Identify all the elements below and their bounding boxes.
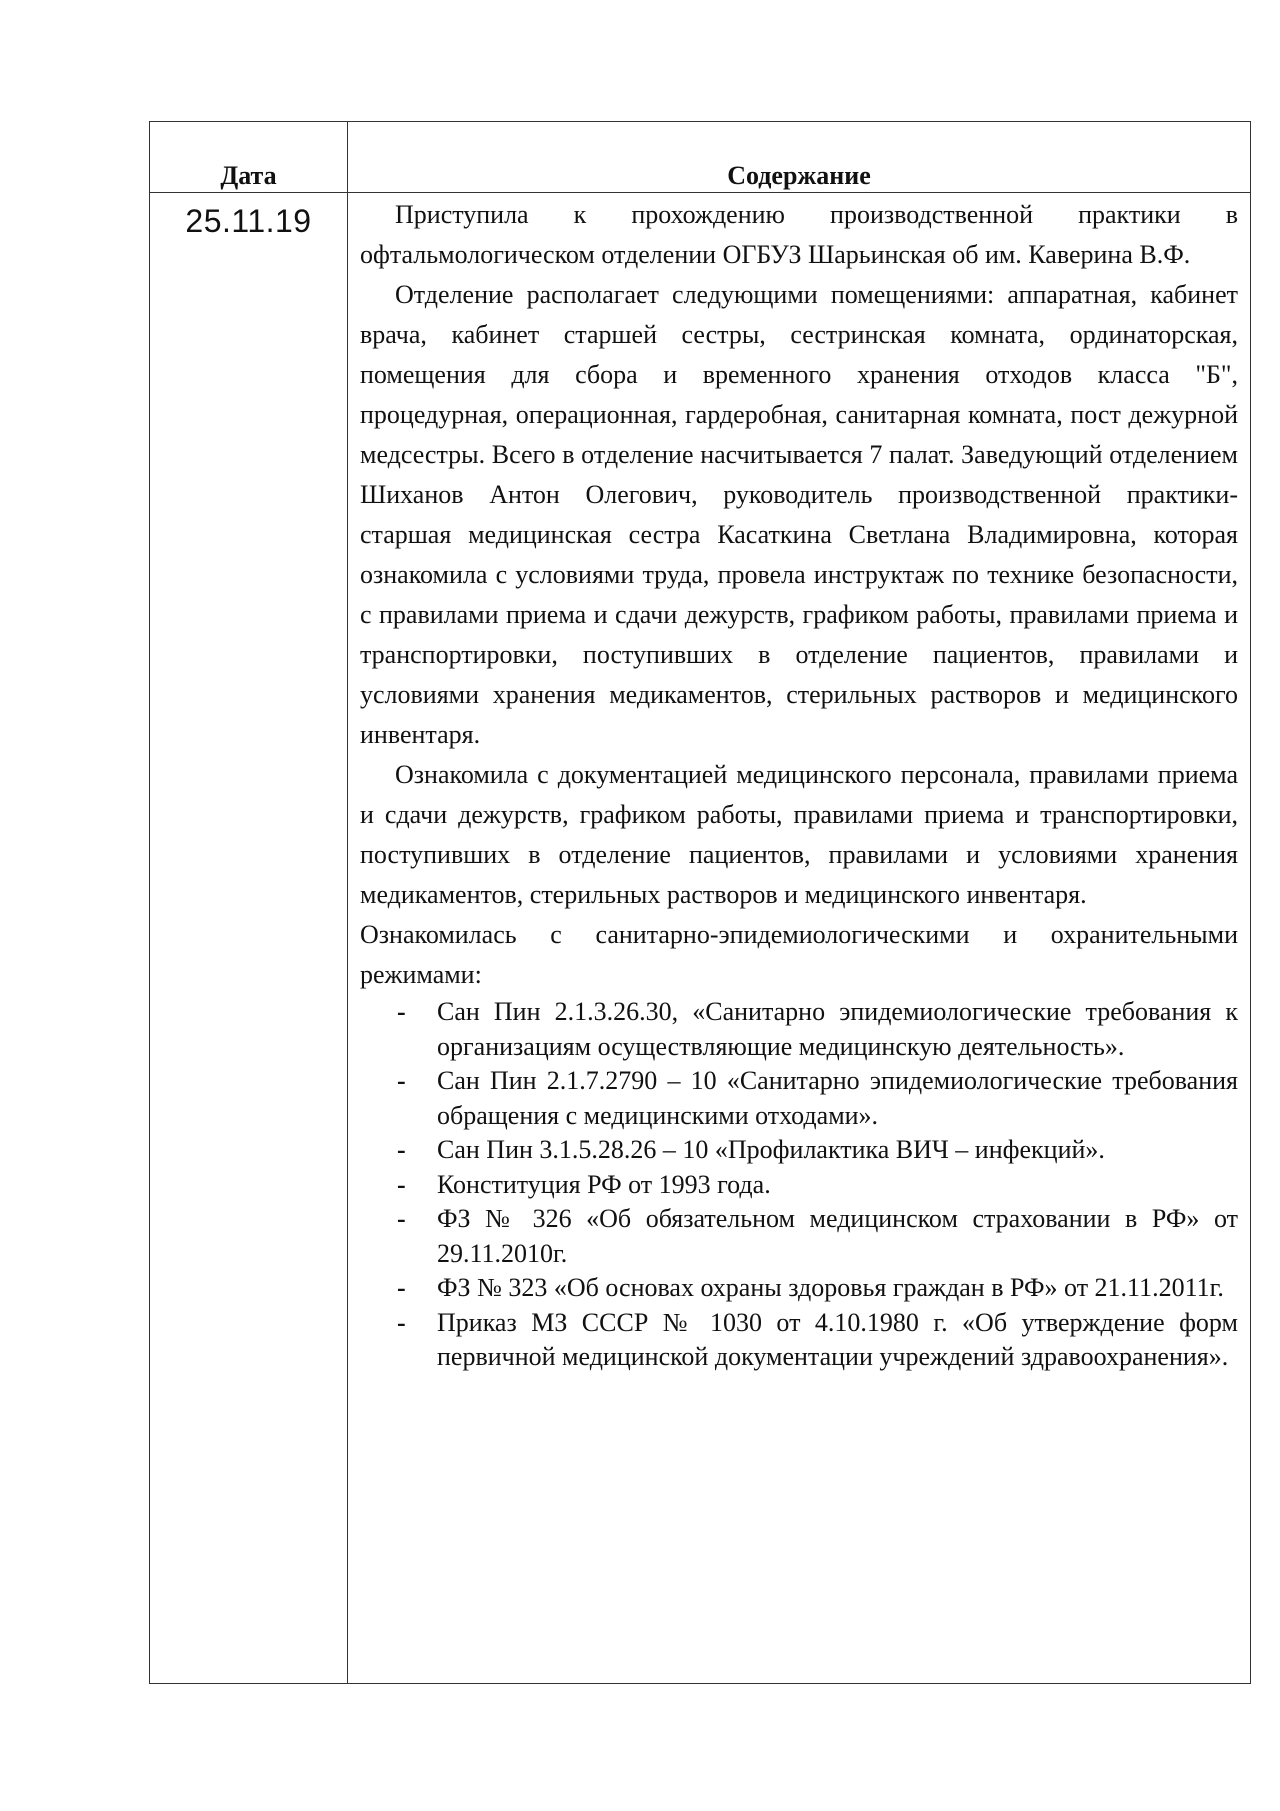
content-cell bbox=[348, 193, 1251, 1684]
bullet-dash: - bbox=[397, 1204, 406, 1233]
paragraph-intro: Приступила к прохождению производственной практики в офтальмологическом отделении ОГБУЗ Шарьинская об им. Каверина В.Ф. bbox=[360, 200, 1238, 269]
bullet-dash: - bbox=[397, 1135, 406, 1164]
list-item bbox=[397, 1306, 1238, 1375]
list-item bbox=[397, 1133, 1238, 1168]
list-item-text: Сан Пин 2.1.3.26.30, «Санитарно эпидемиологические требования к организациям осуществляющие медицинскую деятельность». bbox=[437, 997, 1238, 1061]
list-item bbox=[397, 995, 1238, 1064]
list-item bbox=[397, 1064, 1238, 1133]
practice-diary-table bbox=[149, 121, 1251, 1684]
list-item-text: ФЗ № 326 «Об обязательном медицинском страховании в РФ» от 29.11.2010г. bbox=[437, 1204, 1238, 1268]
list-item bbox=[397, 1202, 1238, 1271]
bullet-dash: - bbox=[397, 1169, 406, 1199]
list-item-text: Сан Пин 3.1.5.28.26 – 10 «Профилактика ВИЧ – инфекций». bbox=[437, 1135, 1105, 1164]
list-item bbox=[397, 1271, 1238, 1306]
paragraph-documentation: Ознакомила с документацией медицинского персонала, правилами приема и сдачи дежурств, графиком работы, правилами приема и транспортировки, поступивших в отделение пациентов, правилами и условиями хранения медикаментов, стерильных растворов и медицинского инвентаря. bbox=[360, 760, 1238, 909]
list-item bbox=[397, 1168, 1238, 1203]
content-column-header: Содержание bbox=[348, 122, 1251, 193]
bullet-dash: - bbox=[397, 997, 406, 1026]
paragraph-department: Отделение располагает следующими помещениями: аппаратная, кабинет врача, кабинет старшей сестры, сестринская комната, ординаторская, помещения для сбора и временного хранения отходов класса "Б", процедурная, операционная, гардеробная, санитарная комната, пост дежурной медсестры. Всего в отделение насчитывается 7 палат. Заведующий отделением Шиханов Антон Олегович, руководитель производственной практики- старшая медицинская сестра Касаткина Светлана Владимировна, которая ознакомила с условиями труда, провела инструктаж по технике безопасности, с правилами приема и сдачи дежурств, графиком работы, правилами приема и транспортировки, поступивших в отделение пациентов, правилами и условиями хранения медикаментов, стерильных растворов и медицинского инвентаря. bbox=[360, 280, 1238, 749]
bullet-dash: - bbox=[397, 1066, 406, 1095]
date-column-header: Дата bbox=[150, 122, 348, 193]
regulations-list bbox=[360, 995, 1238, 1375]
paragraph-regimes: Ознакомилась с санитарно-эпидемиологическими и охранительными режимами: bbox=[360, 920, 1238, 989]
bullet-dash: - bbox=[397, 1273, 406, 1302]
bullet-dash: - bbox=[397, 1307, 406, 1337]
table-header-row bbox=[150, 122, 1251, 193]
list-item-text: ФЗ № 323 «Об основах охраны здоровья граждан в РФ» от 21.11.2011г. bbox=[437, 1273, 1224, 1302]
date-cell: 25.11.19 bbox=[150, 193, 348, 1684]
table-row bbox=[150, 193, 1251, 1684]
list-item-text: Приказ МЗ СССР № 1030 от 4.10.1980 г. «Об утверждение форм первичной медицинской документации учреждений здравоохранения». bbox=[437, 1307, 1238, 1371]
list-item-text: Сан Пин 2.1.7.2790 – 10 «Санитарно эпидемиологические требования обращения с медицинскими отходами». bbox=[437, 1066, 1238, 1130]
list-item-text: Конституция РФ от 1993 года. bbox=[437, 1169, 771, 1199]
